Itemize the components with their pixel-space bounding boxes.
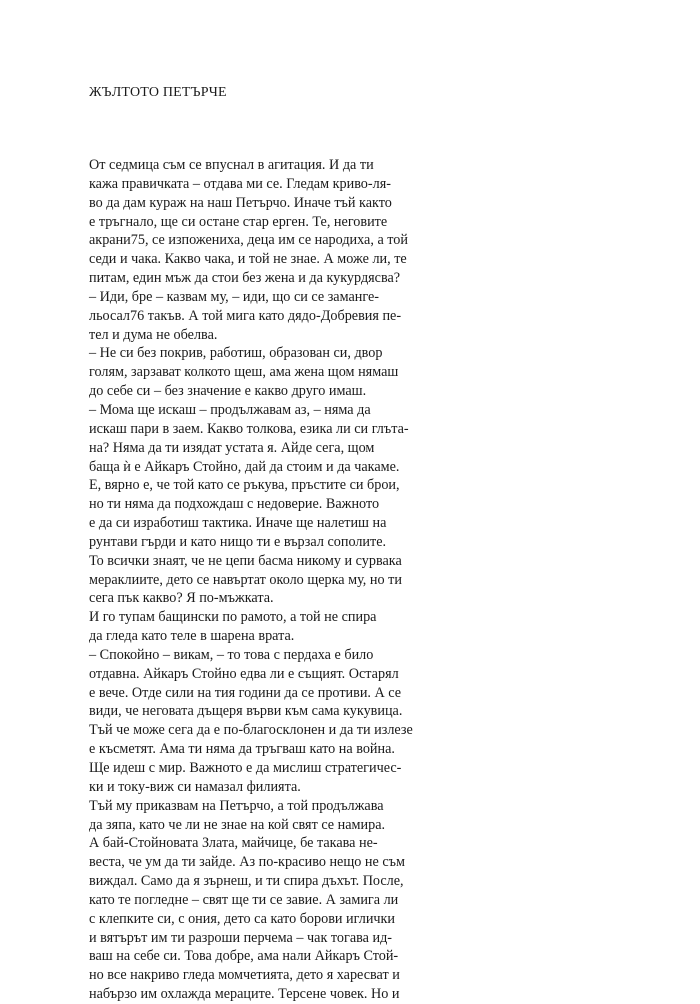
text-line: с клепките си, с ония, дето са като борови иглички [89, 910, 396, 927]
text-line: питам, един мъж да стои без жена и да кукурдясва? [89, 270, 401, 287]
text-line: акрани75, се изпожениха, деца им се народиха, а той [89, 232, 408, 249]
text-line: е вече. Отде сили на тия години да се противи. А се [89, 684, 402, 701]
text-line: Тъй че може сега да е по-благосклонен и да ти излезе [89, 722, 413, 739]
text-line: е тръгнало, ще си остане стар ерген. Те, неговите [89, 213, 388, 230]
text-line: е късметят. Ама ти няма да тръгваш като на война. [89, 741, 395, 758]
text-line: во да дам кураж на наш Петърчо. Иначе тъй както [89, 194, 392, 211]
text-line: веста, че ум да ти зайде. Аз по-красиво нещо не съм [89, 854, 405, 871]
text-line: на? Няма да ти изядат устата я. Айде сега, щом [89, 439, 375, 456]
text-line: – Спокойно – викам, – то това с пердаха е било [89, 646, 374, 663]
text-line: види, че неговата дъщеря върви към сама кукувица. [89, 703, 403, 720]
text-line: сега пък какво? Я по-мъжката. [89, 590, 274, 607]
text-line: Е, вярно е, че той като се ръкува, пръстите си брои, [89, 477, 400, 494]
text-line: От седмица съм се впуснал в агитация. И да ти [89, 157, 374, 173]
text-line: виждал. Само да я зърнеш, и ти спира дъхът. После, [89, 873, 404, 890]
text-line: седи и чака. Какво чака, и той не знае. А може ли, те [89, 251, 407, 268]
text-line: То всички знаят, че не цепи басма никому и сурвака [89, 552, 402, 569]
text-line: но все накриво гледа момчетията, дето я харесват и [89, 967, 400, 984]
body-text [89, 156, 529, 1004]
text-line: като те погледне – свят ще ти се завие. А замига ли [89, 891, 399, 908]
text-line: Ще идеш с мир. Важното е да мислиш стратегичес- [89, 760, 402, 776]
text-line: набързо им охлажда мераците. Терсене човек. Но и [89, 986, 400, 1003]
text-line: отдавна. Айкаръ Стойно едва ли е същият. Остарял [89, 665, 399, 682]
text-line: и вятърът им ти разроши перчема – чак тогава ид- [89, 929, 393, 946]
text-line: искаш пари в заем. Какво толкова, езика ли си глъта- [89, 420, 409, 437]
text-line: е да си изработиш тактика. Иначе ще налетиш на [89, 515, 387, 532]
text-line: Тъй му приказвам на Петърчо, а той продължава [89, 797, 384, 814]
text-line: кажа правичката – отдава ми се. Гледам криво-ля- [89, 175, 391, 192]
text-line: – Иди, бре – казвам му, – иди, що си се заманге- [89, 288, 380, 305]
text-line: рунтави гърди и като нищо ти е вързал сополите. [89, 533, 387, 550]
text-line: льосал76 такъв. А той мига като дядо-Добревия пе- [89, 307, 402, 324]
text-line: но ти няма да подхождаш с недоверие. Важното [89, 496, 380, 513]
text-line: да зяпа, като че ли не знае на кой свят се намира. [89, 816, 386, 833]
text-line: И го тупам бащински по рамото, а той не спира [89, 609, 377, 626]
text-line: А бай-Стойновата Злата, майчице, бе такава не- [89, 835, 378, 852]
text-line: баща ѝ е Айкаръ Стойно, дай да стоим и да чакаме. [89, 458, 400, 475]
text-line: голям, зарзават колкото щеш, ама жена щом нямаш [89, 364, 399, 381]
text-line: ки и току-виж си намазал филията. [89, 778, 301, 795]
chapter-title: ЖЪЛТОТО ПЕТЪРЧЕ [89, 85, 227, 100]
text-line: до себе си – без значение е какво друго имаш. [89, 383, 367, 400]
text-line: – Не си без покрив, работиш, образован си, двор [89, 345, 383, 362]
text-line: – Мома ще искаш – продължавам аз, – няма да [89, 401, 371, 418]
text-line: ваш на себе си. Това добре, ама нали Айкаръ Стой- [89, 948, 399, 965]
text-line: мераклиите, дето се навъртат около щерка му, но ти [89, 571, 402, 588]
text-line: да гледа като теле в шарена врата. [89, 628, 295, 645]
text-line: тел и дума не обелва. [89, 326, 218, 343]
